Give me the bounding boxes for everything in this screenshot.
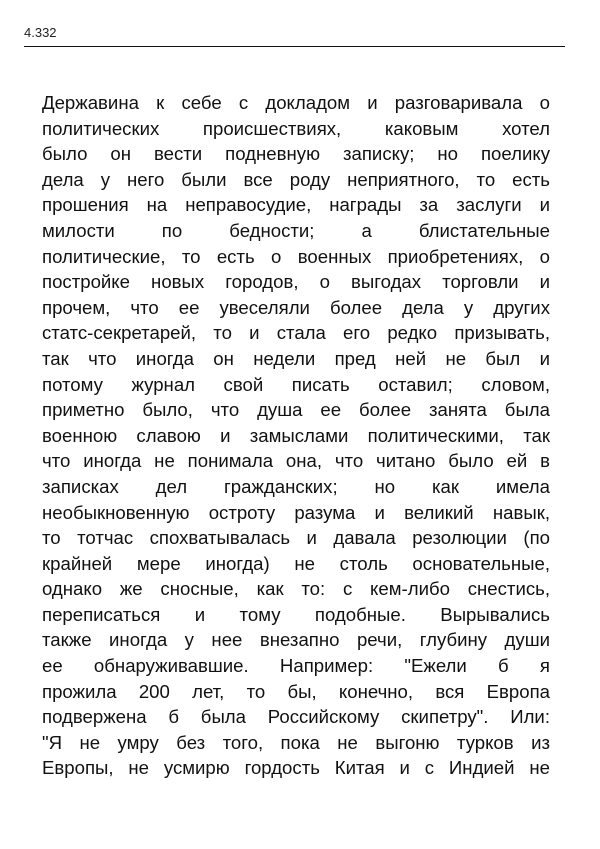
page-number: 4.332 — [24, 25, 57, 40]
text-line: военною славою и замыслами политическими, так — [42, 424, 550, 446]
body-text — [42, 90, 550, 781]
text-line: записках дел гражданских; но как имела — [42, 475, 550, 497]
text-line: постройке новых городов, о выгодах торговли и — [42, 271, 550, 293]
text-line: крайней мере иногда) не столь основательные, — [42, 552, 550, 574]
text-line: милости по бедности; а блистательные — [42, 219, 550, 241]
text-line: ее обнаруживавшие. Например: "Ежели б я — [42, 655, 550, 677]
text-line: также иногда у нее внезапно речи, глубину души — [42, 629, 550, 651]
text-line: политических происшествиях, каковым хотел — [42, 117, 550, 139]
text-line: "Я не умру без того, пока не выгоню турков из — [42, 731, 550, 753]
text-line: подвержена б была Российскому скипетру". Или: — [42, 706, 550, 728]
text-line: переписаться и тому подобные. Вырывались — [42, 603, 550, 625]
text-line: Державина к себе с докладом и разговаривала о — [42, 92, 550, 113]
text-line: потому журнал свой писать оставил; словом, — [42, 373, 550, 395]
text-line: приметно было, что душа ее более занята была — [42, 399, 550, 421]
text-line: что иногда не понимала она, что читано было ей в — [42, 450, 550, 472]
text-line: прочем, что ее увеселяли более дела у других — [42, 296, 550, 318]
text-line: статс-секретарей, то и стала его редко призывать, — [42, 322, 550, 344]
text-line: политические, то есть о военных приобретениях, о — [42, 245, 550, 267]
text-line: прошения на неправосудие, награды за заслуги и — [42, 194, 550, 216]
text-line: было он вести подневную записку; но поелику — [42, 143, 550, 165]
text-line: то тотчас спохватывалась и давала резолюции (по — [42, 527, 550, 549]
text-line: Европы, не усмирю гордость Китая и с Индией не — [42, 757, 550, 779]
text-line: прожила 200 лет, то бы, конечно, вся Европа — [42, 680, 550, 702]
header-rule — [24, 46, 565, 47]
text-line: дела у него были все роду неприятного, то есть — [42, 168, 550, 190]
text-line: необыкновенную остроту разума и великий навык, — [42, 501, 550, 523]
text-line: так что иногда он недели пред ней не был и — [42, 347, 550, 369]
text-line: однако же сносные, как то: с кем-либо снестись, — [42, 578, 550, 600]
